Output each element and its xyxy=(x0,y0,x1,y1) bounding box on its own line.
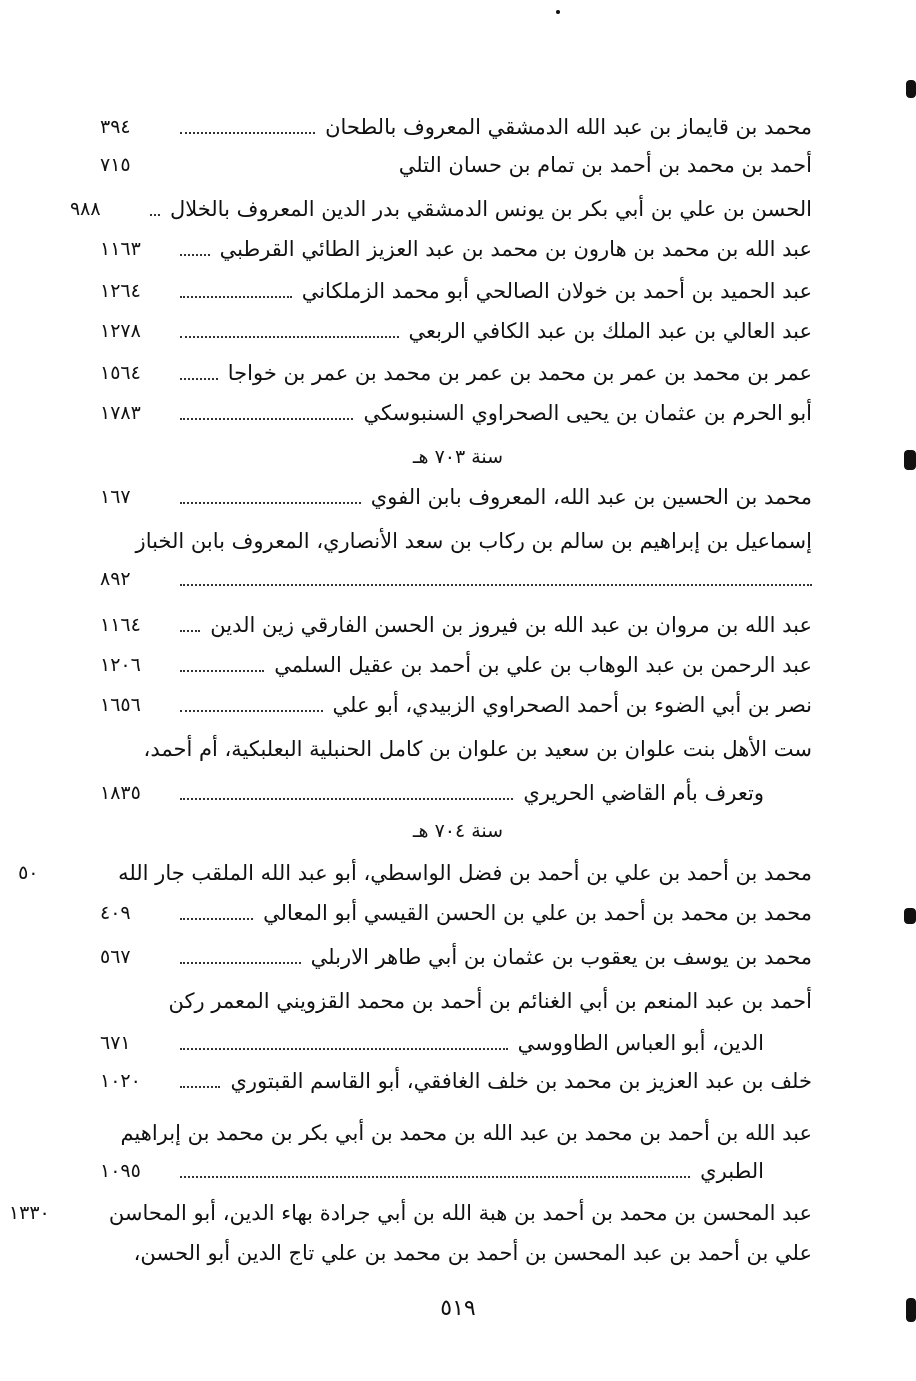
entry-page: ١٢٧٨ xyxy=(100,320,141,342)
entry-page: ٨٩٢ xyxy=(100,568,131,590)
index-entry xyxy=(100,234,812,264)
entry-page: ٤٠٩ xyxy=(100,902,131,924)
leader-dots xyxy=(180,630,200,632)
leader-dots xyxy=(180,254,210,256)
entry-page: ١٨٣٥ xyxy=(100,782,141,804)
leader-dots xyxy=(180,710,323,712)
entry-page: ٦٧١ xyxy=(100,1032,131,1054)
scan-edge-mark xyxy=(904,908,916,924)
leader-dots xyxy=(180,1176,690,1178)
index-entry xyxy=(100,276,812,306)
entry-name: أبو الحرم بن عثمان بن يحيى الصحراوي السنبوسكي xyxy=(363,401,812,425)
entry-page: ٩٨٨ xyxy=(69,198,101,220)
leader-dots xyxy=(180,378,218,380)
index-entry xyxy=(100,112,812,142)
index-entry xyxy=(69,194,812,224)
scan-speck xyxy=(556,10,560,14)
index-entry xyxy=(100,650,812,680)
entry-name: محمد بن أحمد بن علي بن أحمد بن فضل الواسطي، أبو عبد الله الملقب جار الله xyxy=(118,861,812,885)
leader-dots xyxy=(180,1086,220,1088)
entry-name: عبد الله بن أحمد بن محمد بن عبد الله بن محمد بن أبي بكر بن محمد بن إبراهيم xyxy=(120,1121,812,1145)
entry-name: إسماعيل بن إبراهيم بن سالم بن ركاب بن سعد الأنصاري، المعروف بابن الخباز xyxy=(135,529,812,553)
leader-dots xyxy=(180,336,399,338)
leader-gap xyxy=(98,878,108,880)
index-entry xyxy=(100,564,812,594)
entry-page: ١٥٦٤ xyxy=(100,362,141,384)
entry-continuation: الدين، أبو العباس الطاووسي xyxy=(517,1031,764,1055)
leader-dots xyxy=(180,918,253,920)
leader-dots xyxy=(180,1048,508,1050)
entry-page: ٧١٥ xyxy=(100,154,131,176)
leader-dots xyxy=(180,418,353,420)
entry-page: ١١٦٤ xyxy=(100,614,141,636)
entry-page: ١٣٣٠ xyxy=(8,1202,50,1224)
entry-name: محمد بن يوسف بن يعقوب بن عثمان بن أبي طاهر الاربلي xyxy=(310,945,812,969)
entry-page: ١٢٦٤ xyxy=(100,280,141,302)
entry-name: عبد المحسن بن محمد بن أحمد بن هبة الله بن أبي جرادة بهاء الدين، أبو المحاسن xyxy=(108,1201,812,1225)
entry-page: ١١٦٣ xyxy=(100,238,141,260)
leader-dots xyxy=(180,798,513,800)
entry-name: خلف بن عبد العزيز بن محمد بن خلف الغافقي، أبو القاسم القبتوري xyxy=(230,1069,812,1093)
entry-name: أحمد بن عبد المنعم بن أبي الغنائم بن أحمد بن محمد القزويني المعمر ركن xyxy=(168,989,812,1013)
index-entry xyxy=(100,1028,812,1058)
leader-dots xyxy=(150,214,160,216)
year-heading: سنة ٧٠٤ هـ xyxy=(412,820,504,842)
leader-gap xyxy=(89,1218,99,1220)
year-heading: سنة ٧٠٣ هـ xyxy=(412,446,504,468)
entry-continuation: وتعرف بأم القاضي الحريري xyxy=(523,781,764,805)
scan-edge-mark xyxy=(906,80,916,98)
entry-page: ١٢٠٦ xyxy=(100,654,141,676)
index-entry xyxy=(8,1198,812,1228)
index-entry xyxy=(100,778,812,808)
index-entry xyxy=(100,942,812,972)
index-entry xyxy=(100,690,812,720)
index-entry xyxy=(100,1156,812,1186)
leader-dots xyxy=(180,296,292,298)
scan-edge-mark xyxy=(906,1298,916,1322)
entry-name: عبد الله بن محمد بن هارون بن محمد بن عبد العزيز الطائي القرطبي xyxy=(219,237,812,261)
leader-dots xyxy=(180,670,264,672)
entry-page: ١٠٢٠ xyxy=(100,1070,141,1092)
entry-name: عمر بن محمد بن عمر بن محمد بن عمر بن محمد بن عمر بن خواجا xyxy=(227,361,812,385)
entry-name: علي بن أحمد بن عبد المحسن بن أحمد بن محمد بن علي تاج الدين أبو الحسن، xyxy=(133,1241,812,1265)
entry-name: محمد بن محمد بن أحمد بن علي بن الحسن القيسي أبو المعالي xyxy=(263,901,812,925)
entry-page: ١٦٥٦ xyxy=(100,694,141,716)
entry-name: أحمد بن محمد بن أحمد بن تمام بن حسان التلي xyxy=(398,153,812,177)
entry-name: ست الأهل بنت علوان بن سعيد بن علوان بن كامل الحنبلية البعلبكية، أم أحمد، xyxy=(143,737,812,761)
index-entry xyxy=(100,610,812,640)
leader-dots xyxy=(180,502,361,504)
index-entry xyxy=(100,898,812,928)
entry-page: ١٦٧ xyxy=(100,486,131,508)
index-entry xyxy=(100,150,812,180)
entry-page: ١٠٩٥ xyxy=(100,1160,141,1182)
entry-name: نصر بن أبي الضوء بن أحمد الصحراوي الزبيدي، أبو علي xyxy=(332,693,812,717)
entry-page: ٣٩٤ xyxy=(100,116,131,138)
entry-page: ٥٦٧ xyxy=(100,946,131,968)
entry-name: عبد الله بن مروان بن عبد الله بن فيروز بن الحسن الفارقي زين الدين xyxy=(210,613,812,637)
leader-dots xyxy=(180,132,315,134)
entry-name: الحسن بن علي بن أبي بكر بن يونس الدمشقي بدر الدين المعروف بالخلال xyxy=(169,197,812,221)
index-entry xyxy=(100,482,812,512)
entry-name: عبد العالي بن عبد الملك بن عبد الكافي الربعي xyxy=(408,319,812,343)
entry-name: محمد بن قايماز بن عبد الله الدمشقي المعروف بالطحان xyxy=(325,115,812,139)
index-entry xyxy=(100,1066,812,1096)
index-entry xyxy=(100,398,812,428)
leader-gap xyxy=(180,170,389,172)
entry-name: عبد الرحمن بن عبد الوهاب بن علي بن أحمد بن عقيل السلمي xyxy=(274,653,812,677)
index-entry xyxy=(18,858,812,888)
entry-page: ١٧٨٣ xyxy=(100,402,141,424)
leader-dots xyxy=(180,962,301,964)
entry-continuation: الطبري xyxy=(700,1159,764,1183)
entry-name: محمد بن الحسين بن عبد الله، المعروف بابن الفوي xyxy=(370,485,812,509)
entry-page: ٥٠ xyxy=(18,862,39,884)
index-entry xyxy=(100,316,812,346)
entry-name: عبد الحميد بن أحمد بن خولان الصالحي أبو محمد الزملكاني xyxy=(301,279,812,303)
leader-dots xyxy=(180,584,812,586)
scan-edge-mark xyxy=(904,450,916,470)
index-entry xyxy=(100,358,812,388)
page-number: ٥١٩ xyxy=(440,1296,476,1321)
